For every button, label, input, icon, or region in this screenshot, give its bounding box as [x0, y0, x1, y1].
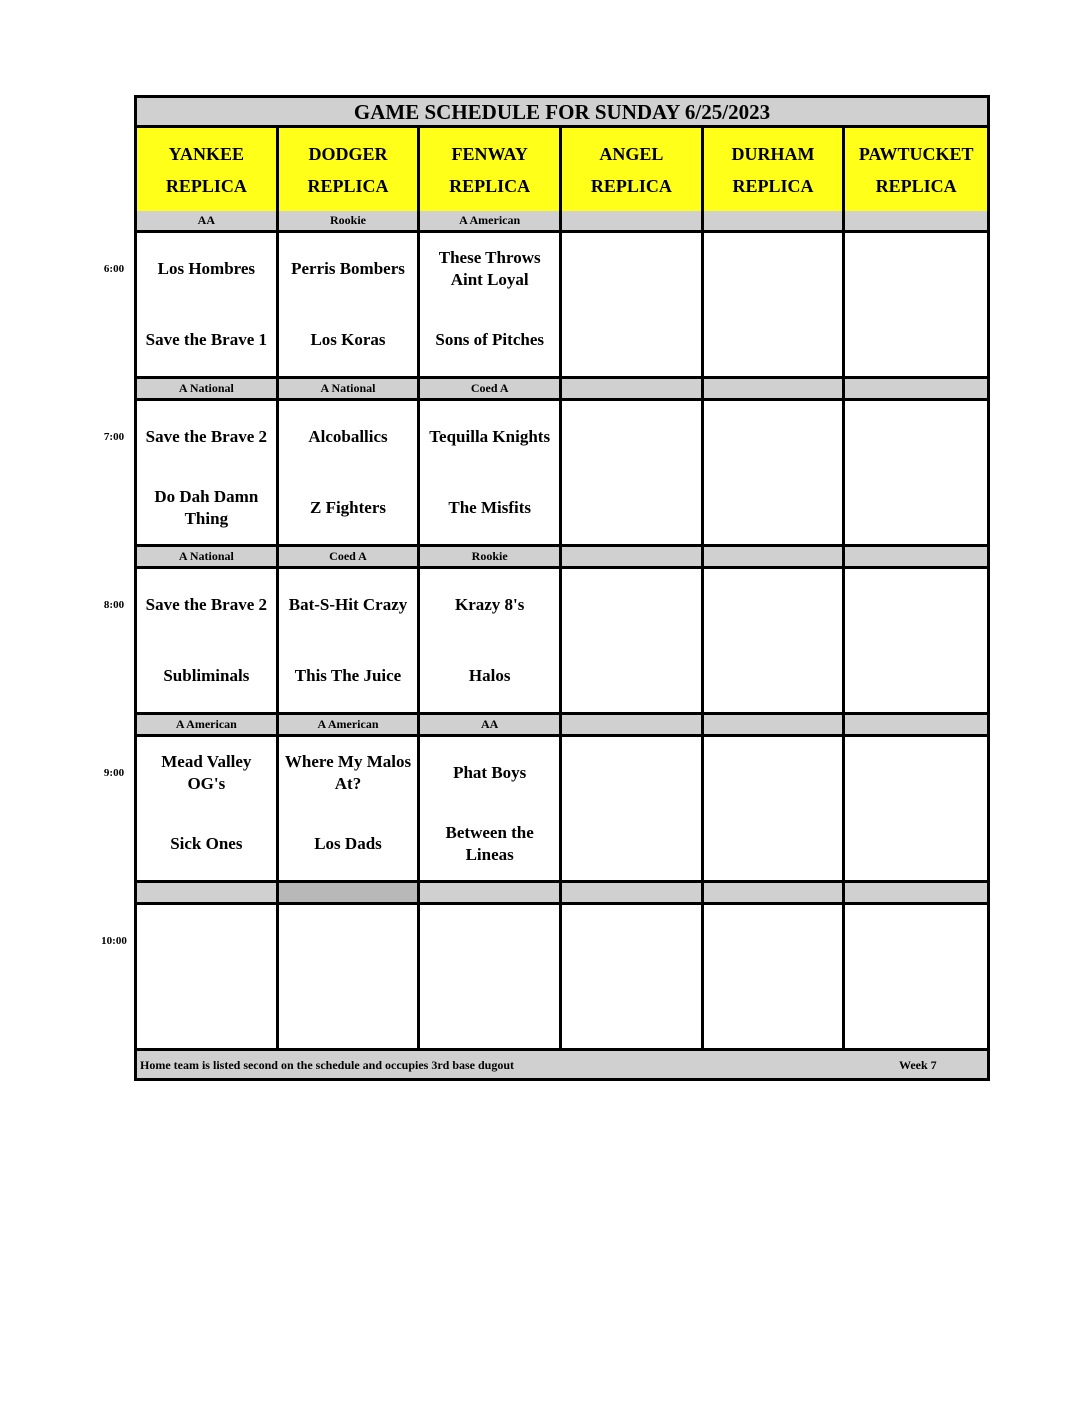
home-team: [562, 305, 701, 377]
visiting-team: [845, 569, 987, 641]
game-cell: [137, 569, 279, 712]
visiting-team: [845, 401, 987, 473]
home-team: [845, 305, 987, 377]
division-label: A American: [279, 715, 421, 734]
division-label: Rookie: [420, 547, 562, 566]
division-label: [704, 883, 846, 902]
game-cell: [704, 401, 846, 544]
division-label: AA: [137, 211, 279, 230]
visiting-team: Los Hombres: [157, 258, 256, 278]
field-name: DODGER: [308, 143, 388, 164]
division-label: [845, 883, 987, 902]
visiting-team: These Throws Aint Loyal: [438, 247, 541, 289]
game-cell: [420, 737, 562, 880]
visiting-team: [845, 905, 987, 977]
home-team: This The Juice: [294, 666, 402, 686]
division-label: [562, 883, 704, 902]
visiting-team: [704, 401, 843, 473]
home-team: Los Dads: [314, 834, 382, 854]
schedule-title: GAME SCHEDULE FOR SUNDAY 6/25/2023: [137, 98, 987, 128]
division-label: [562, 547, 704, 566]
game-cell: [845, 569, 987, 712]
home-team: Save the Brave 1: [145, 330, 267, 350]
game-cell: [562, 233, 704, 376]
home-team: [704, 473, 843, 545]
division-label: A National: [137, 547, 279, 566]
home-team: Between the Lineas: [445, 823, 534, 865]
visiting-team: [562, 569, 701, 641]
visiting-team: [704, 233, 843, 305]
division-label: [420, 883, 562, 902]
game-cell: [279, 905, 421, 1048]
visiting-team: [845, 233, 987, 305]
division-label: [137, 883, 279, 902]
visiting-team: [845, 737, 987, 809]
game-cell: [562, 905, 704, 1048]
home-team: Do Dah Damn Thing: [154, 487, 259, 529]
home-team: Z Fighters: [309, 498, 387, 518]
visiting-team: Krazy 8's: [454, 594, 525, 614]
home-team: [845, 809, 987, 881]
home-team: [704, 305, 843, 377]
game-cell: [279, 737, 421, 880]
field-sub: REPLICA: [165, 175, 247, 196]
home-team: [562, 473, 701, 545]
visiting-team: [704, 569, 843, 641]
division-label: [845, 715, 987, 734]
division-bar: [137, 715, 987, 737]
division-label: [562, 211, 704, 230]
visiting-team: [279, 905, 418, 977]
home-team: [562, 977, 701, 1049]
visiting-team: [704, 737, 843, 809]
visiting-team: Perris Bombers: [291, 258, 405, 278]
game-cell: [704, 905, 846, 1048]
home-team: [137, 977, 276, 1049]
division-bar: [137, 211, 987, 233]
game-slot-row: [137, 233, 987, 379]
field-sub: REPLICA: [449, 175, 531, 196]
visiting-team: [704, 905, 843, 977]
division-label: [845, 379, 987, 398]
home-team: Sick Ones: [170, 834, 243, 854]
visiting-team: Mead Valley OG's: [161, 751, 252, 793]
visiting-team: Tequilla Knights: [429, 426, 551, 446]
field-header-angel: [562, 128, 704, 211]
game-cell: [562, 737, 704, 880]
home-team: [562, 809, 701, 881]
division-label: A National: [279, 379, 421, 398]
home-team-note: Home team is listed second on the schedule and occupies 3rd base dugout: [140, 1058, 515, 1072]
schedule-sheet: [134, 95, 990, 1081]
time-label: 9:00: [103, 767, 125, 779]
home-team: [704, 977, 843, 1049]
division-label: [279, 883, 421, 902]
game-cell: [562, 569, 704, 712]
game-cell: [704, 737, 846, 880]
field-name: DURHAM: [731, 143, 815, 164]
field-name: FENWAY: [451, 143, 528, 164]
division-label: [704, 547, 846, 566]
division-label: Coed A: [279, 547, 421, 566]
game-cell: [137, 401, 279, 544]
game-cell: [845, 737, 987, 880]
game-cell: [845, 233, 987, 376]
field-name: YANKEE: [168, 143, 245, 164]
visiting-team: Save the Brave 2: [145, 426, 267, 446]
game-cell: [845, 905, 987, 1048]
visiting-team: [420, 905, 559, 977]
game-cell: [704, 569, 846, 712]
division-label: [704, 211, 846, 230]
home-team: Subliminals: [163, 666, 250, 686]
field-name: PAWTUCKET: [858, 143, 974, 164]
game-cell: [137, 905, 279, 1048]
field-name: ANGEL: [599, 143, 664, 164]
home-team: [845, 977, 987, 1049]
visiting-team: Save the Brave 2: [145, 594, 267, 614]
visiting-team: [562, 401, 701, 473]
field-header-row: [137, 128, 987, 214]
division-label: Rookie: [279, 211, 421, 230]
game-cell: [137, 737, 279, 880]
division-label: A National: [137, 379, 279, 398]
visiting-team: [562, 233, 701, 305]
visiting-team: [137, 905, 276, 977]
division-label: [845, 547, 987, 566]
field-header-fenway: [420, 128, 562, 211]
time-label: 7:00: [103, 431, 125, 443]
division-label: [562, 715, 704, 734]
time-label: 10:00: [101, 935, 127, 947]
visiting-team: Where My Malos At?: [284, 751, 412, 793]
home-team: [845, 641, 987, 713]
division-label: Coed A: [420, 379, 562, 398]
division-bar: [137, 883, 987, 905]
game-cell: [420, 905, 562, 1048]
game-cell: [279, 401, 421, 544]
home-team: The Misfits: [448, 498, 531, 518]
division-label: AA: [420, 715, 562, 734]
game-slot-row: [137, 737, 987, 883]
home-team: Halos: [468, 666, 511, 686]
field-header-yankee: [137, 128, 279, 211]
home-team: [704, 809, 843, 881]
home-team: Sons of Pitches: [435, 330, 544, 350]
division-label: A American: [137, 715, 279, 734]
game-slot-row: [137, 905, 987, 1051]
field-header-pawtucket: [845, 128, 987, 211]
game-cell: [279, 233, 421, 376]
field-header-durham: [704, 128, 846, 211]
home-team: [562, 641, 701, 713]
time-label: 6:00: [103, 263, 125, 275]
field-sub: REPLICA: [307, 175, 389, 196]
game-cell: [137, 233, 279, 376]
home-team: [704, 641, 843, 713]
home-team: [279, 977, 418, 1049]
game-cell: [845, 401, 987, 544]
game-cell: [704, 233, 846, 376]
time-label: 8:00: [103, 599, 125, 611]
visiting-team: Bat-S-Hit Crazy: [288, 594, 408, 614]
visiting-team: [562, 737, 701, 809]
division-bar: [137, 547, 987, 569]
home-team: Los Koras: [310, 330, 386, 350]
game-cell: [279, 569, 421, 712]
visiting-team: Phat Boys: [453, 762, 527, 782]
division-label: A American: [420, 211, 562, 230]
field-header-dodger: [279, 128, 421, 211]
home-team: [420, 977, 559, 1049]
division-label: [845, 211, 987, 230]
game-slot-row: [137, 569, 987, 715]
game-cell: [420, 233, 562, 376]
division-bar: [137, 379, 987, 401]
visiting-team: [562, 905, 701, 977]
home-team: [845, 473, 987, 545]
week-label: Week 7: [899, 1058, 937, 1072]
game-slot-row: [137, 401, 987, 547]
division-label: [562, 379, 704, 398]
field-sub: REPLICA: [590, 175, 672, 196]
division-label: [704, 715, 846, 734]
game-cell: [420, 569, 562, 712]
game-cell: [562, 401, 704, 544]
schedule-footer: [137, 1051, 987, 1078]
division-label: [704, 379, 846, 398]
visiting-team: Alcoballics: [308, 426, 388, 446]
field-sub: REPLICA: [732, 175, 814, 196]
game-cell: [420, 401, 562, 544]
field-sub: REPLICA: [875, 175, 957, 196]
